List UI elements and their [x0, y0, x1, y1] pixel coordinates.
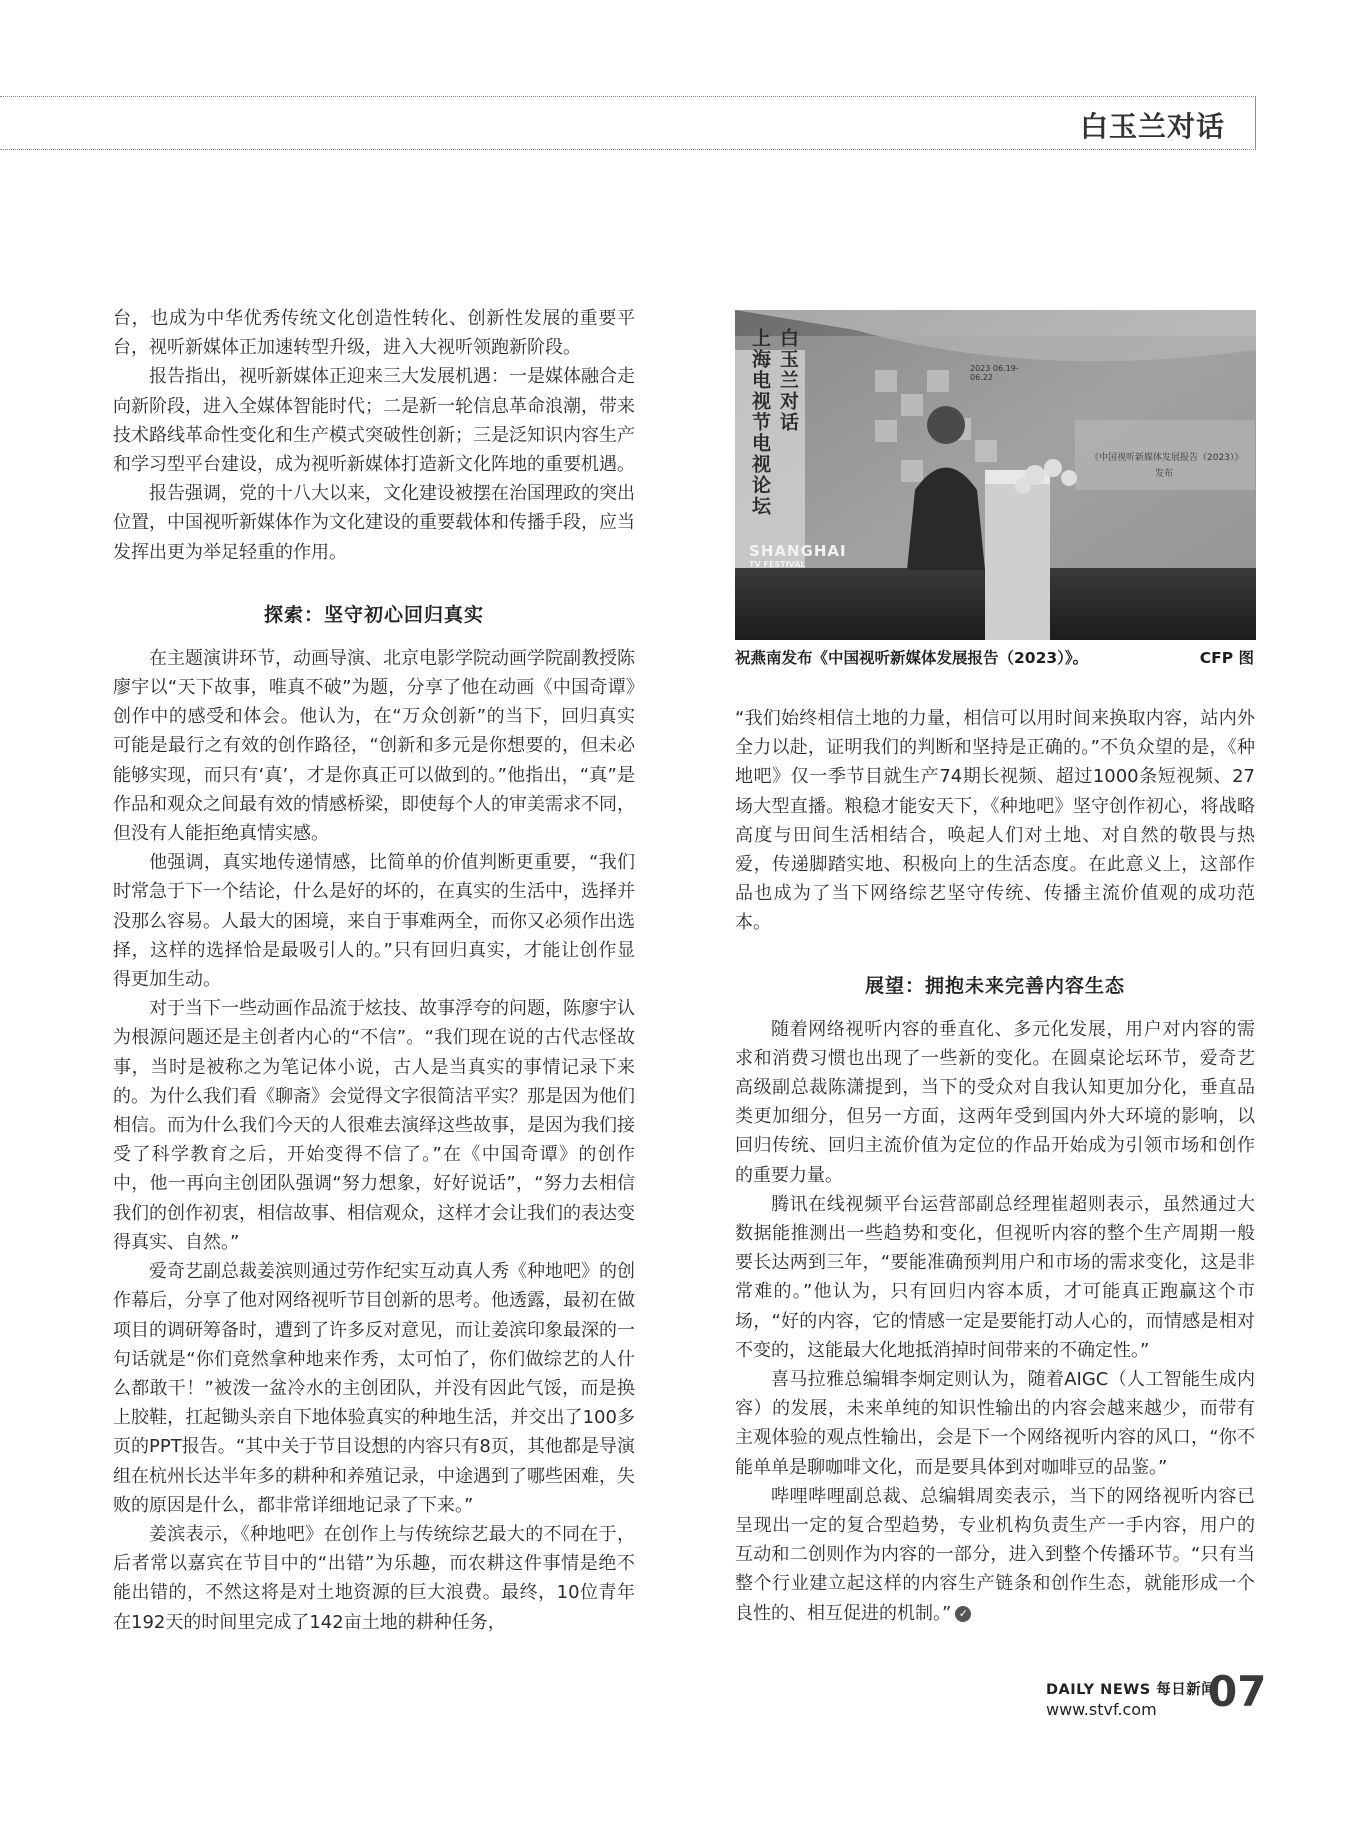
left-column [113, 304, 635, 1637]
banner-vertical-subtitle: 上海电视节电视论坛 [749, 328, 771, 517]
paragraph: 他强调，真实地传递情感，比简单的价值判断更重要，“我们时常急于下一个结论，什么是好的坏的，在真实的生活中，选择并没那么容易。人最大的困境，来自于事难两全，而你又必须作出选择，这样的选择恰是最吸引人的。”只有回归真实，才能让创作显得更加生动。 [113, 852, 635, 991]
screen-subtitle: 发布 [1155, 469, 1174, 479]
photo-caption [735, 646, 1256, 668]
section-header-bar [0, 96, 1256, 150]
screen-title: 《中国视听新媒体发展报告（2023）》 [1090, 453, 1244, 463]
paragraph: 在主题演讲环节，动画导演、北京电影学院动画学院副教授陈廖宇以“天下故事，唯真不破”为题，分享了他在动画《中国奇谭》创作中的感受和体会。他认为，在“万众创新”的当下，回归真实可能是最行之有效的创作路径，“创新和多元是你想要的，但未必能够实现，而只有‘真’，才是你真正可以做到的。”他指出，“真”是作品和观众之间最有效的情感桥梁，即使每个人的审美需求不同，但没有人能拒绝真情实感。 [113, 647, 635, 845]
brand-logo: SHANGHAI TV FESTIVAL [749, 542, 847, 569]
photo-credit: CFP 图 [1199, 649, 1254, 667]
footer-brand: DAILY NEWS 每日新闻 [1046, 1682, 1217, 1698]
footer-url[interactable]: www.stvf.com [1046, 1700, 1157, 1719]
caption-text: 祝燕南发布《中国视听新媒体发展报告（2023）》。 [735, 649, 1089, 667]
paragraph: 台，也成为中华优秀传统文化创造性转化、创新性发展的重要平台，视听新媒体正加速转型升级，进入大视听领跑新阶段。 [113, 308, 635, 359]
section-title: 白玉兰对话 [1079, 110, 1225, 143]
paragraph: 腾讯在线视频平台运营部副总经理崔超则表示，虽然通过大数据能推测出一些趋势和变化，但视听内容的整个生产周期一般要长达两到三年，“要能准确预判用户和市场的需求变化，这是非常难的。”他认为，只有回归内容本质，才可能真正跑赢这个市场，“好的内容，它的情感一定是要能打动人心的，而情感是相对不变的，这能最大化地抵消掉时间带来的不确定性。” [735, 1193, 1255, 1361]
banner-vertical-title: 白玉兰对话 [777, 328, 799, 433]
right-column [735, 704, 1255, 1628]
paragraph: 随着网络视听内容的垂直化、多元化发展，用户对内容的需求和消费习惯也出现了一些新的变化。在圆桌论坛环节，爱奇艺高级副总裁陈潇提到，当下的受众对自我认知更加分化，垂直品类更加细分，但另一方面，这两年受到国内外大环境的影响，以回归传统、回归主流价值为定位的作品开始成为引领市场和创作的重要力量。 [735, 1018, 1255, 1186]
paragraph: 姜滨表示，《种地吧》在创作上与传统综艺最大的不同在于，后者常以嘉宾在节目中的“出错”为乐趣，而农耕这件事情是绝不能出错的，不然这将是对土地资源的巨大浪费。最终，10位青年在192天的时间里完成了142亩土地的耕种任务， [113, 1523, 635, 1633]
paragraph: 喜马拉雅总编辑李炯定则认为，随着AIGC（人工智能生成内容）的发展，未来单纯的知识性输出的内容会越来越少，而带有主观体验的观点性输出，会是下一个网络视听内容的风口，“你不能单单是聊咖啡文化，而是要具体到对咖啡豆的品鉴。” [735, 1369, 1255, 1478]
paragraph: 报告强调，党的十八大以来，文化建设被摆在治国理政的突出位置，中国视听新媒体作为文化建设的重要载体和传播手段，应当发挥出更为举足轻重的作用。 [113, 483, 635, 563]
paragraph: 报告指出，视听新媒体正迎来三大发展机遇：一是媒体融合走向新阶段，进入全媒体智能时代；二是新一轮信息革命浪潮，带来技术路线革命性变化和生产模式突破性创新；三是泛知识内容生产和学习型平台建设，成为视听新媒体打造新文化阵地的重要机遇。 [113, 366, 635, 476]
paragraph: 爱奇艺副总裁姜滨则通过劳作纪实互动真人秀《种地吧》的创作幕后，分享了他对网络视听节目创新的思考。他透露，最初在做项目的调研筹备时，遭到了许多反对意见，而让姜滨印象最深的一句话就是“你们竟然拿种地来作秀，太可怕了，你们做综艺的人什么都敢干！”被泼一盆冷水的主创团队，并没有因此气馁，而是换上胶鞋，扛起锄头亲自下地体验真实的种地生活，并交出了100多页的PPT报告。“其中关于节目设想的内容只有8页，其他都是导演组在杭州长达半年多的耕种和养殖记录，中途遇到了哪些困难，失败的原因是什么，都非常详细地记录了下来。” [113, 1261, 635, 1516]
event-photo [735, 310, 1256, 640]
section-heading-outlook: 展望：拥抱未来完善内容生态 [864, 974, 1125, 997]
paragraph: “我们始终相信土地的力量，相信可以用时间来换取内容，站内外全力以赴，证明我们的判断和坚持是正确的。”不负众望的是，《种地吧》仅一季节目就生产74期长视频、超过1000条短视频、27场大型直播。粮稳才能安天下，《种地吧》坚守创作初心，将战略高度与田间生活相结合，唤起人们对土地、对自然的敬畏与热爱，传递脚踏实地、积极向上的生活态度。在此意义上，这部作品也成为了当下网络综艺坚守传统、传播主流价值观的成功范本。 [735, 708, 1255, 934]
paragraph-final: 哔哩哔哩副总裁、总编辑周奕表示，当下的网络视听内容已呈现出一定的复合型趋势，专业机构负责生产一手内容，用户的互动和二创则作为内容的一部分，进入到整个传播环节。“只有当整个行业建立起这样的内容生产链条和创作生态，就能形成一个良性的、相互促进的机制。” ✓ [735, 1485, 1255, 1624]
section-heading-explore: 探索：坚守初心回归真实 [263, 603, 484, 626]
paragraph: 对于当下一些动画作品流于炫技、故事浮夸的问题，陈廖宇认为根源问题还是主创者内心的“不信”。“我们现在说的古代志怪故事，当时是被称之为笔记体小说，古人是当真实的事情记录下来的。为什么我们看《聊斋》会觉得文字很简洁平实？那是因为他们相信。而为什么我们今天的人很难去演绎这些故事，是因为我们接受了科学教育之后，开始变得不信了。”在《中国奇谭》的创作中，他一再向主创团队强调“努力想象，好好说话”，“努力去相信我们的创作初衷，相信故事、相信观众，这样才会让我们的表达变得真实、自然。” [113, 998, 635, 1253]
banner-dates: 2023 06.19-06.22 [970, 364, 1019, 382]
end-mark-icon: ✓ [955, 1606, 971, 1622]
page-number: 07 [1208, 1667, 1267, 1716]
